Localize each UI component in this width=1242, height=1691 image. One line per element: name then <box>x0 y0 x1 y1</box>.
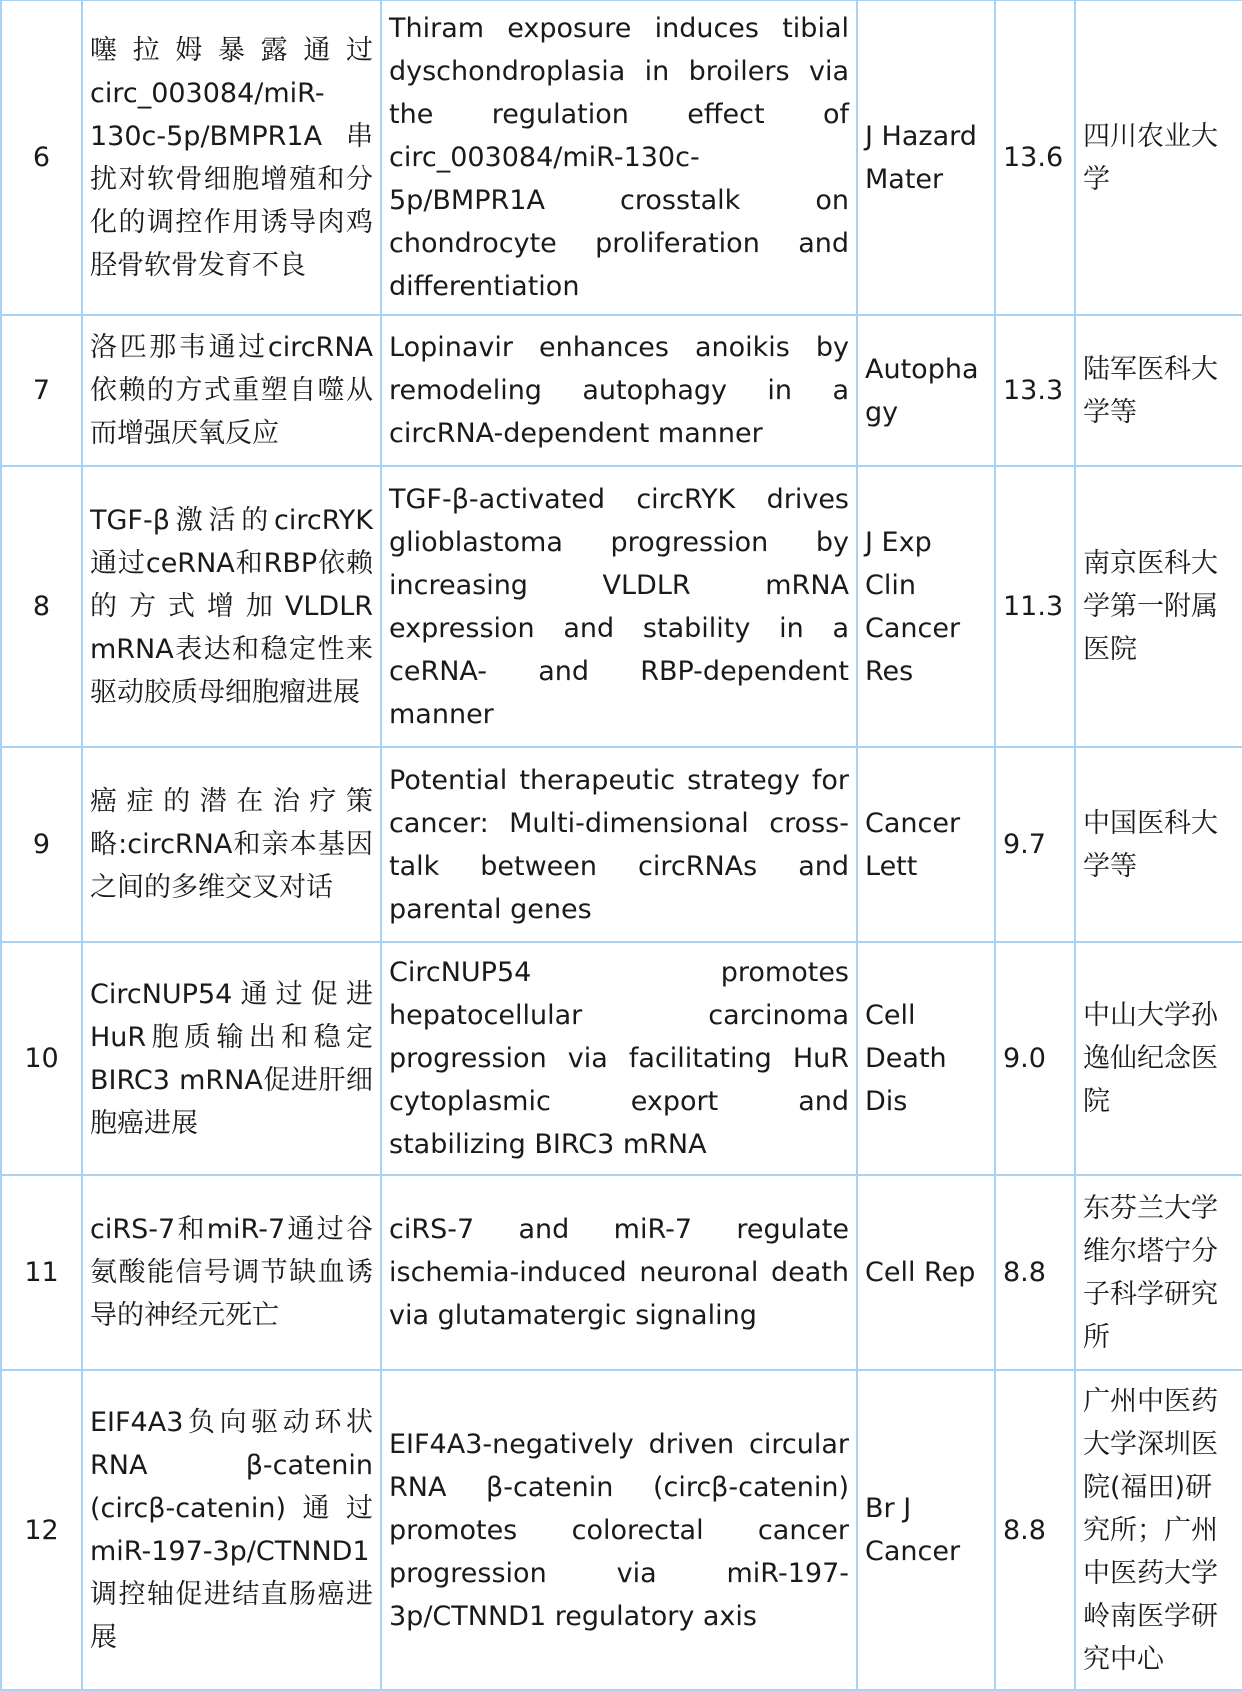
impact-factor: 8.8 <box>995 1175 1075 1370</box>
journal: J Exp Clin Cancer Res <box>857 466 995 747</box>
title-zh: 癌症的潜在治疗策略:circRNA和亲本基因之间的多维交叉对话 <box>82 747 381 942</box>
impact-factor: 8.8 <box>995 1370 1075 1690</box>
institution: 东芬兰大学维尔塔宁分子科学研究所 <box>1075 1175 1242 1370</box>
row-index: 10 <box>1 942 82 1175</box>
institution: 陆军医科大学等 <box>1075 315 1242 466</box>
title-en: EIF4A3-negatively driven circular RNA β-catenin (circβ-catenin) promotes colorectal cancer progression via miR-197-3p/CTNND1 regulatory axis <box>381 1370 857 1690</box>
institution: 四川农业大学 <box>1075 0 1242 315</box>
title-en: Lopinavir enhances anoikis by remodeling autophagy in a circRNA-dependent manner <box>381 315 857 466</box>
title-zh: TGF-β激活的circRYK通过ceRNA和RBP依赖的方式增加VLDLR mRNA表达和稳定性来驱动胶质母细胞瘤进展 <box>82 466 381 747</box>
impact-factor: 13.6 <box>995 0 1075 315</box>
row-index: 9 <box>1 747 82 942</box>
title-zh: ciRS-7和miR-7通过谷氨酸能信号调节缺血诱导的神经元死亡 <box>82 1175 381 1370</box>
table-row <box>1 315 1242 466</box>
title-zh: CircNUP54通过促进HuR胞质输出和稳定BIRC3 mRNA促进肝细胞癌进展 <box>82 942 381 1175</box>
row-index: 8 <box>1 466 82 747</box>
title-en: ciRS-7 and miR-7 regulate ischemia-induced neuronal death via glutamatergic signaling <box>381 1175 857 1370</box>
title-en: TGF-β-activated circRYK drives glioblastoma progression by increasing VLDLR mRNA expression and stability in a ceRNA- and RBP-dependent manner <box>381 466 857 747</box>
journal: Cell Rep <box>857 1175 995 1370</box>
row-index: 7 <box>1 315 82 466</box>
institution: 中山大学孙逸仙纪念医院 <box>1075 942 1242 1175</box>
journal: J Hazard Mater <box>857 0 995 315</box>
impact-factor: 13.3 <box>995 315 1075 466</box>
title-en: Potential therapeutic strategy for cancer: Multi-dimensional cross-talk between circRNAs and parental genes <box>381 747 857 942</box>
impact-factor: 9.7 <box>995 747 1075 942</box>
institution: 中国医科大学等 <box>1075 747 1242 942</box>
title-zh: 洛匹那韦通过circRNA依赖的方式重塑自噬从而增强厌氧反应 <box>82 315 381 466</box>
institution: 广州中医药大学深圳医院(福田)研究所；广州中医药大学岭南医学研究中心 <box>1075 1370 1242 1690</box>
row-index: 11 <box>1 1175 82 1370</box>
table-row <box>1 0 1242 315</box>
journal: Br J Cancer <box>857 1370 995 1690</box>
table-row <box>1 942 1242 1175</box>
impact-factor: 9.0 <box>995 942 1075 1175</box>
institution: 南京医科大学第一附属医院 <box>1075 466 1242 747</box>
table-row <box>1 747 1242 942</box>
journal: Cancer Lett <box>857 747 995 942</box>
table-row <box>1 466 1242 747</box>
row-index: 12 <box>1 1370 82 1690</box>
title-zh: 噻拉姆暴露通过circ_003084/miR-130c-5p/BMPR1A串扰对软骨细胞增殖和分化的调控作用诱导肉鸡胫骨软骨发育不良 <box>82 0 381 315</box>
title-en: Thiram exposure induces tibial dyschondroplasia in broilers via the regulation effect of circ_003084/miR-130c-5p/BMPR1A crosstalk on chondrocyte proliferation and differentiation <box>381 0 857 315</box>
table-row <box>1 1175 1242 1370</box>
journal: Cell Death Dis <box>857 942 995 1175</box>
table-row <box>1 1370 1242 1690</box>
impact-factor: 11.3 <box>995 466 1075 747</box>
title-en: CircNUP54 promotes hepatocellular carcinoma progression via facilitating HuR cytoplasmic export and stabilizing BIRC3 mRNA <box>381 942 857 1175</box>
journal: Autophagy <box>857 315 995 466</box>
row-index: 6 <box>1 0 82 315</box>
title-zh: EIF4A3负向驱动环状RNA β-catenin (circβ-catenin)通过miR-197-3p/CTNND1调控轴促进结直肠癌进展 <box>82 1370 381 1690</box>
